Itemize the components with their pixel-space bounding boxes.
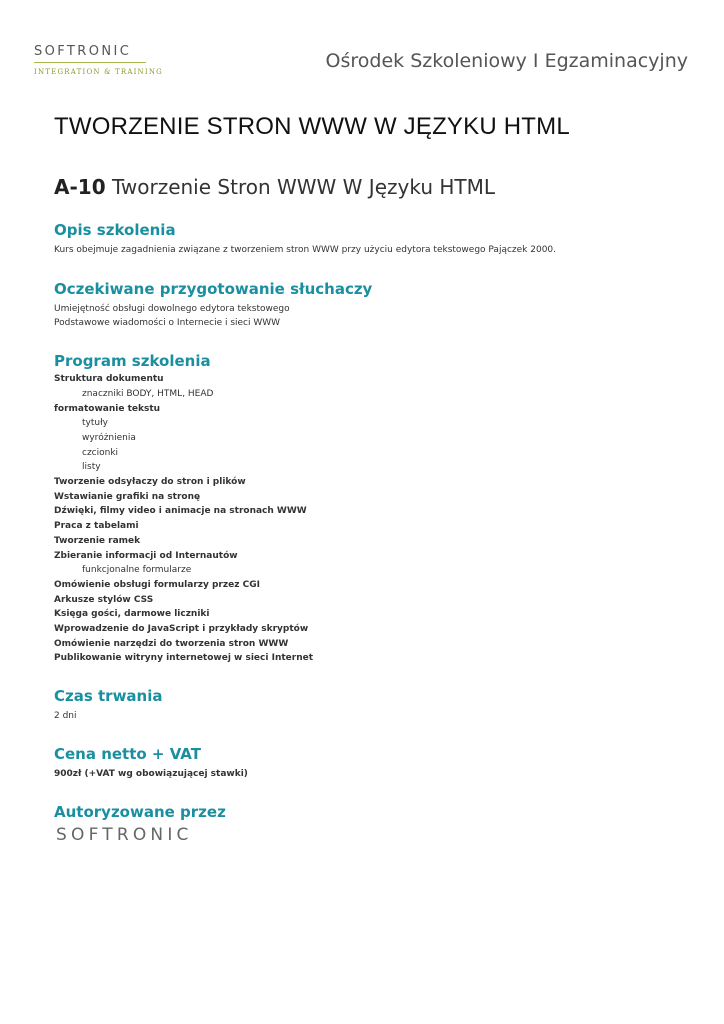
program-subtopic: tytuły	[82, 418, 108, 429]
course-content	[54, 220, 674, 822]
authorizer-logo: SOFTRONIC	[56, 825, 193, 845]
program-topic: Tworzenie ramek	[54, 535, 141, 546]
page-title: TWORZENIE STRON WWW W JĘZYKU HTML	[54, 113, 570, 140]
program-topic: Praca z tabelami	[54, 521, 139, 532]
program-topic: Publikowanie witryny internetowej w sieci Internet	[54, 653, 314, 664]
section-title-duration: Czas trwania	[54, 687, 163, 706]
program-topic: Struktura dokumentu	[54, 374, 164, 385]
description-text: Kurs obejmuje zagadnienia związane z tworzeniem stron WWW przy użyciu edytora tekstowego Pajączek 2000.	[54, 245, 557, 255]
program-subtopic: funkcjonalne formularze	[82, 565, 192, 576]
program-topic: Omówienie obsługi formularzy przez CGI	[54, 579, 260, 590]
program-subtopic: znaczniki BODY, HTML, HEAD	[82, 388, 214, 399]
program-topic: Wprowadzenie do JavaScript i przykłady skryptów	[54, 624, 309, 635]
program-topic: Arkusze stylów CSS	[54, 594, 154, 605]
training-center-name: Ośrodek Szkoleniowy I Egzaminacyjny	[325, 50, 688, 72]
section-title-price: Cena netto + VAT	[54, 744, 201, 763]
prerequisites-list	[54, 302, 674, 331]
program-topic: formatowanie tekstu	[54, 403, 161, 414]
course-heading	[54, 175, 495, 199]
prerequisite-line: Podstawowe wiadomości o Internecie i sieci WWW	[54, 318, 281, 329]
logo-main-text: SOFTRONIC	[34, 44, 132, 59]
logo-divider	[34, 62, 146, 63]
price-text: 900zł (+VAT wg obowiązującej stawki)	[54, 768, 248, 779]
section-title-description: Opis szkolenia	[54, 221, 176, 239]
program-topic: Wstawianie grafiki na stronę	[54, 491, 201, 502]
program-subtopic: czcionki	[82, 447, 119, 458]
softronic-logo	[34, 44, 163, 77]
program-topic: Dźwięki, filmy video i animacje na stronach WWW	[54, 506, 307, 517]
program-topic: Omówienie narzędzi do tworzenia stron WWW	[54, 638, 289, 649]
program-subtopic: wyróżnienia	[82, 432, 136, 443]
program-topic: Tworzenie odsyłaczy do stron i plików	[54, 477, 246, 488]
prerequisite-line: Umiejętność obsługi dowolnego edytora tekstowego	[54, 303, 290, 314]
program-topic: Zbieranie informacji od Internautów	[54, 550, 238, 561]
program-topic: Księga gości, darmowe liczniki	[54, 609, 210, 620]
program-subtopic: listy	[82, 462, 101, 473]
logo-sub-text: INTEGRATION & TRAINING	[34, 68, 163, 76]
section-title-authorized: Autoryzowane przez	[54, 802, 226, 821]
duration-text: 2 dni	[54, 711, 77, 722]
program-list	[54, 372, 674, 666]
section-title-program: Program szkolenia	[54, 352, 211, 371]
course-name: Tworzenie Stron WWW W Języku HTML	[111, 175, 496, 199]
section-title-prerequisites: Oczekiwane przygotowanie słuchaczy	[54, 279, 373, 298]
course-code: A-10	[54, 175, 106, 199]
